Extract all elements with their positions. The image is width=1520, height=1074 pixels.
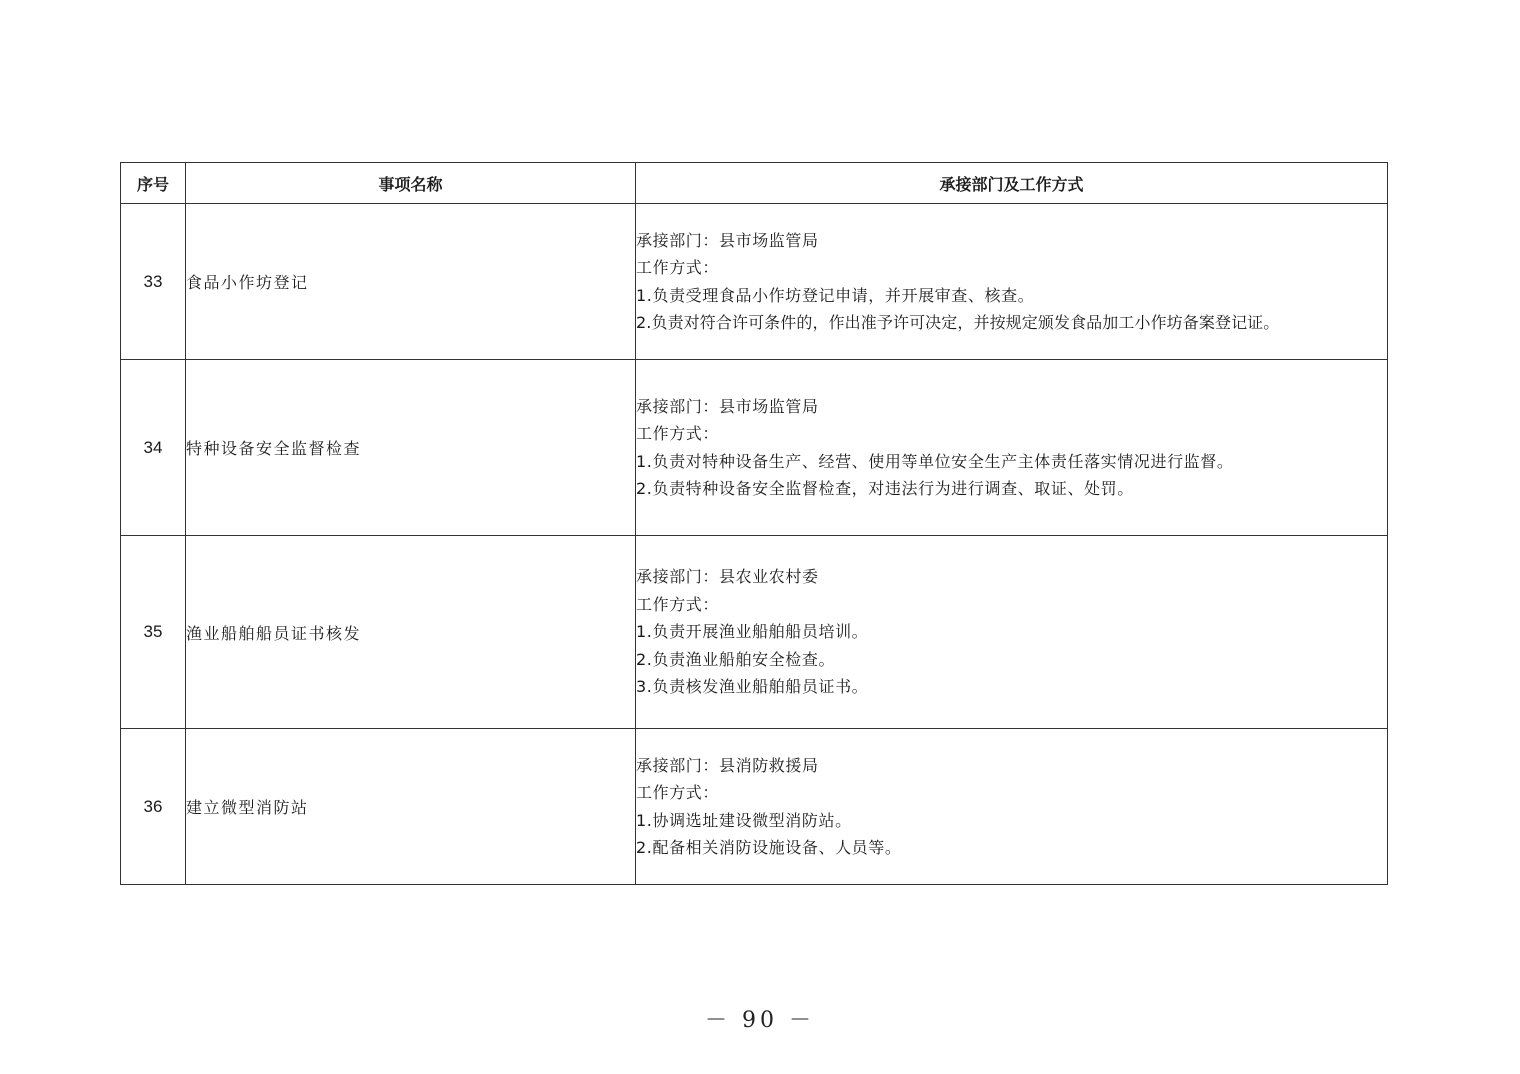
item-name: 建立微型消防站 <box>186 729 636 885</box>
step-line: 2.负责对符合许可条件的，作出准予许可决定，并按规定颁发食品加工小作坊备案登记证。 <box>636 313 1280 332</box>
item-name: 渔业船舶船员证书核发 <box>186 536 636 729</box>
step-line: 2.负责渔业船舶安全检查。 <box>636 649 836 669</box>
step-line: 1.协调选址建设微型消防站。 <box>636 810 852 830</box>
method-label: 工作方式： <box>636 258 720 277</box>
page-number: － 90 － <box>705 1008 815 1033</box>
work-cell <box>636 204 1388 360</box>
item-name: 特种设备安全监督检查 <box>186 360 636 536</box>
dept-line: 承接部门：县市场监管局 <box>636 396 819 416</box>
row-number: 35 <box>121 536 186 729</box>
step-line: 2.负责特种设备安全监督检查，对违法行为进行调查、取证、处罚。 <box>636 479 1134 498</box>
work-cell <box>636 360 1388 536</box>
table-header-row <box>121 163 1388 204</box>
method-label: 工作方式： <box>636 424 720 443</box>
step-line: 1.负责开展渔业船舶船员培训。 <box>636 622 869 642</box>
dept-line: 承接部门：县市场监管局 <box>636 230 819 250</box>
step-line: 3.负责核发渔业船舶船员证书。 <box>636 677 869 697</box>
header-name: 事项名称 <box>186 163 636 204</box>
row-number: 34 <box>121 360 186 536</box>
table-row <box>121 729 1388 885</box>
method-label: 工作方式： <box>636 594 720 614</box>
table-row <box>121 360 1388 536</box>
header-work: 承接部门及工作方式 <box>636 163 1388 204</box>
method-label: 工作方式： <box>636 783 720 802</box>
row-number: 36 <box>121 729 186 885</box>
item-name: 食品小作坊登记 <box>186 204 636 360</box>
items-table <box>120 162 1388 885</box>
step-line: 1.负责受理食品小作坊登记申请，并开展审查、核查。 <box>636 285 1035 305</box>
dept-line: 承接部门：县消防救援局 <box>636 755 819 775</box>
row-number: 33 <box>121 204 186 360</box>
table-row <box>121 536 1388 729</box>
step-line: 2.配备相关消防设施设备、人员等。 <box>636 838 902 857</box>
work-cell <box>636 536 1388 729</box>
dept-line: 承接部门：县农业农村委 <box>636 567 819 587</box>
table-row <box>121 204 1388 360</box>
work-cell <box>636 729 1388 885</box>
header-no: 序号 <box>121 163 186 204</box>
step-line: 1.负责对特种设备生产、经营、使用等单位安全生产主体责任落实情况进行监督。 <box>636 451 1234 471</box>
